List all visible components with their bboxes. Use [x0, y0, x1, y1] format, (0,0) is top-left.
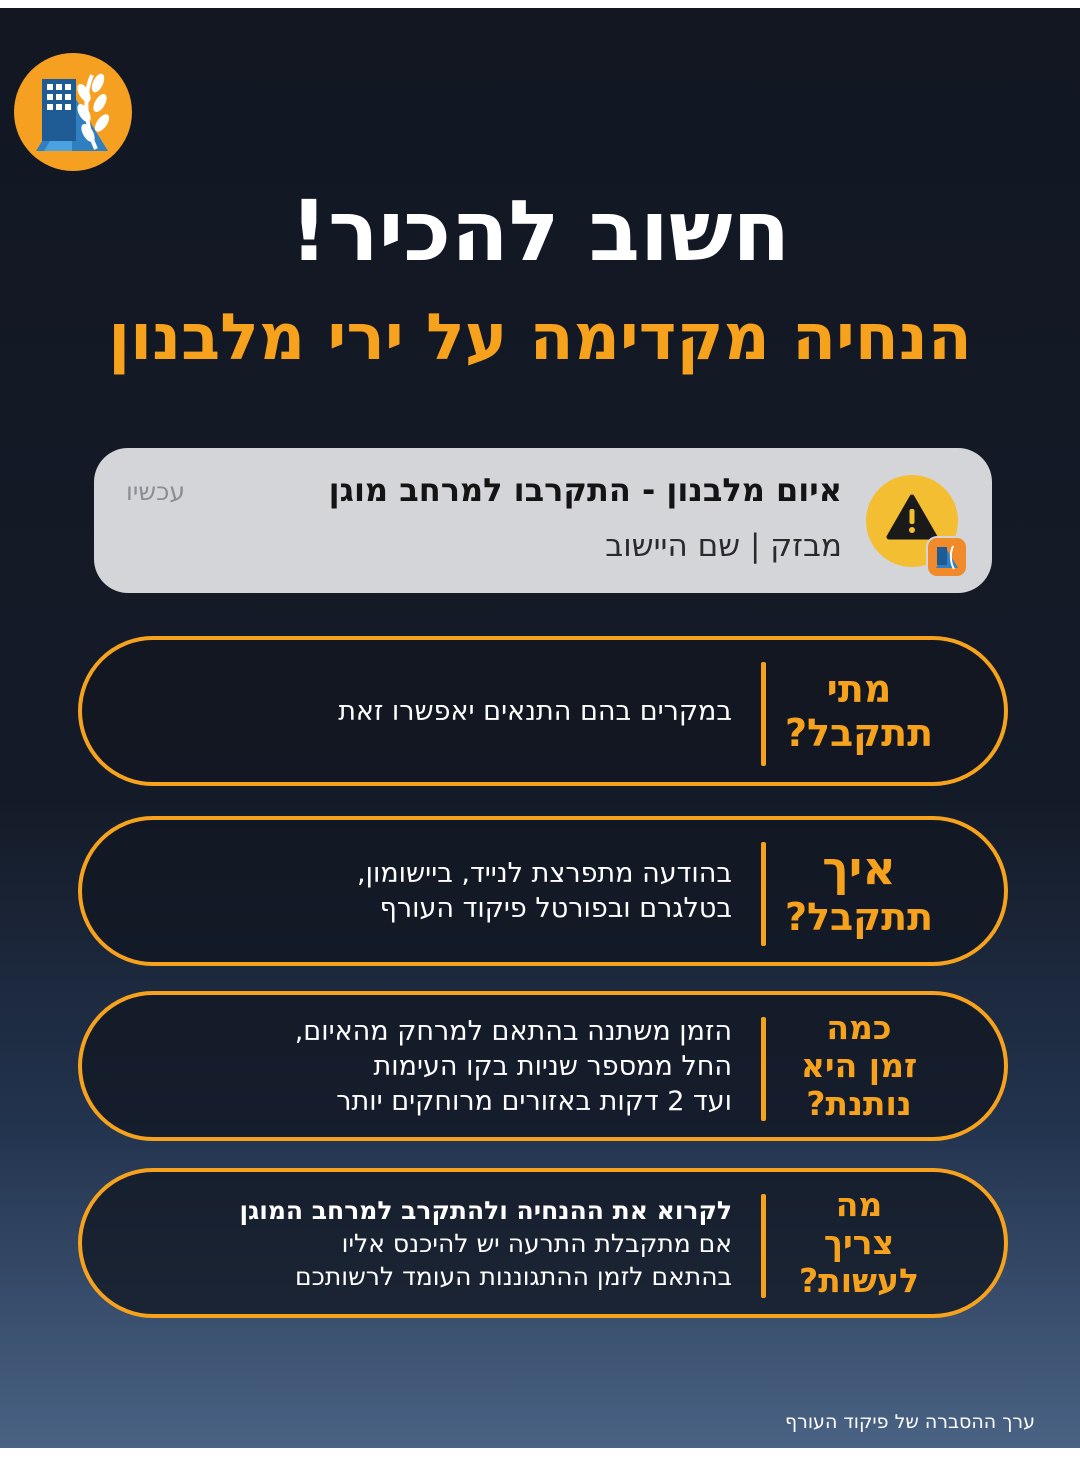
- notification-preview: [94, 448, 992, 593]
- card-question: [774, 995, 944, 1137]
- poster: [0, 8, 1080, 1448]
- answer-line: בטלגרם ובפורטל פיקוד העורף: [379, 893, 732, 924]
- page-subtitle: הנחיה מקדימה על ירי מלבנון: [108, 301, 972, 375]
- card-answer: [122, 820, 732, 962]
- page-title: חשוב להכיר!: [289, 182, 791, 280]
- info-card-when: [78, 636, 1008, 786]
- question-line: לעשות?: [799, 1261, 919, 1300]
- answer-line-bold: לקרוא את ההנחיה ולהתקרב למרחב המוגן: [239, 1195, 732, 1225]
- card-divider: [761, 1017, 766, 1121]
- info-card-how: [78, 816, 1008, 966]
- question-line: צריך: [823, 1223, 895, 1262]
- question-line: תתקבל?: [784, 711, 934, 755]
- answer-line: במקרים בהם התנאים יאפשרו זאת: [338, 695, 732, 727]
- answer-line: בהתאם לזמן ההתגוננות העומד לרשותכם: [295, 1261, 732, 1291]
- info-card-what-to-do: [78, 1168, 1008, 1318]
- app-badge-icon: [928, 538, 966, 576]
- card-question: [774, 820, 944, 962]
- question-line: איך: [822, 841, 896, 895]
- answer-line: אם מתקבלת התרעה יש להיכנס אליו: [341, 1228, 732, 1258]
- question-line: כמה: [826, 1008, 892, 1047]
- card-question: [774, 1172, 944, 1314]
- question-line: נותנת?: [806, 1084, 912, 1123]
- notification-time: עכשיו: [126, 477, 185, 506]
- answer-line: החל ממספר שניות בקו העימות: [373, 1050, 732, 1082]
- card-divider: [761, 1194, 766, 1298]
- card-answer: [122, 640, 732, 782]
- answer-line: הזמן משתנה בהתאם למרחק מהאיום,: [294, 1015, 732, 1047]
- notification-body: מבזק | שם היישוב: [605, 528, 842, 564]
- answer-line: ועד 2 דקות באזורים מרוחקים יותר: [336, 1085, 732, 1117]
- card-answer: [122, 1172, 732, 1314]
- home-front-command-logo-icon: [14, 53, 132, 171]
- question-line: תתקבל?: [784, 895, 934, 939]
- card-question: [774, 640, 944, 782]
- question-line: זמן היא: [800, 1046, 918, 1085]
- info-card-how-long: [78, 991, 1008, 1141]
- answer-line: בהודעה מתפרצת לנייד, ביישומון,: [357, 858, 732, 889]
- card-answer: [122, 995, 732, 1137]
- card-divider: [761, 842, 766, 946]
- footer-credit: ערך ההסברה של פיקוד העורף: [785, 1411, 1036, 1433]
- question-line: מתי: [826, 667, 892, 711]
- notification-title: איום מלבנון - התקרבו למרחב מוגן: [328, 471, 842, 509]
- question-line: מה: [835, 1185, 883, 1224]
- card-divider: [761, 662, 766, 766]
